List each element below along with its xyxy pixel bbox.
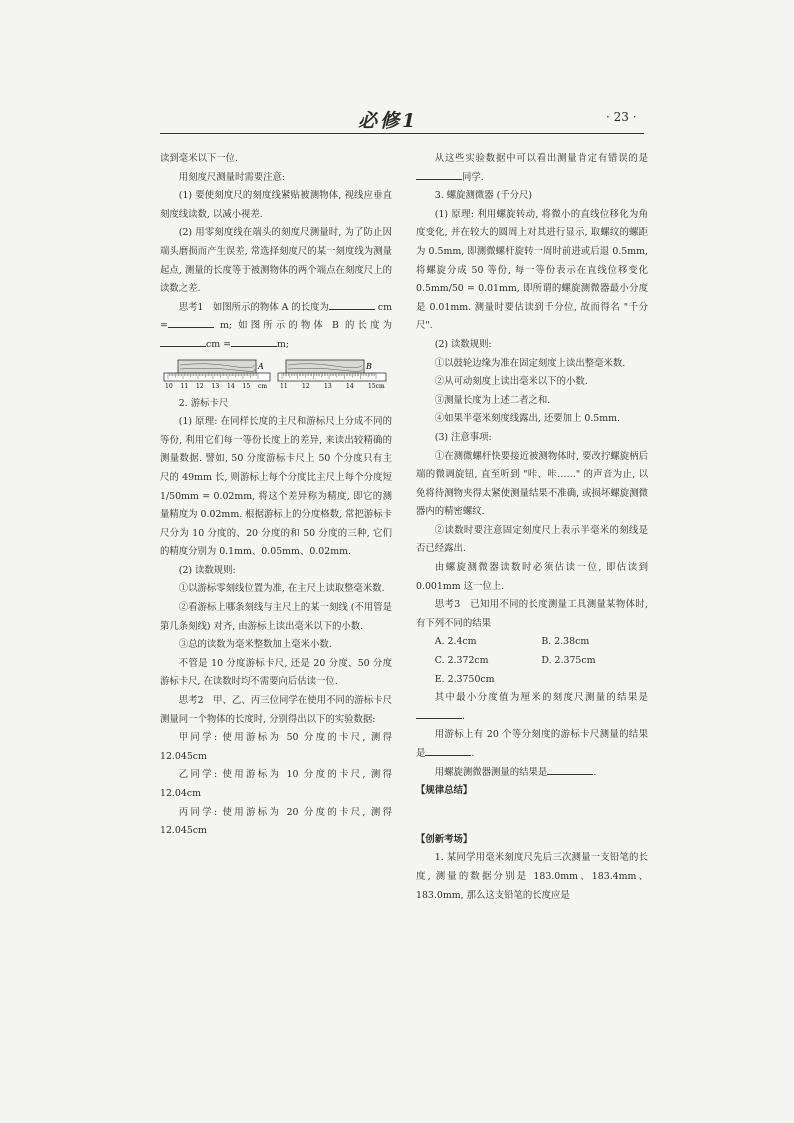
ruler-tick-label: 12: [196, 382, 204, 390]
paragraph: (2) 读数规则:: [434, 338, 492, 350]
rule-item: ②看游标上哪条刻线与主尺上的某一刻线 (不用管是第几条刻线) 对齐, 由游标上读出毫米以下的小数.: [160, 602, 392, 632]
right-column: [416, 150, 648, 905]
ruler-tick-label: 11: [180, 382, 189, 390]
answer-blank[interactable]: [168, 318, 214, 328]
option-e: E. 2.3750cm: [434, 673, 495, 685]
innovation-heading: 【创新考场】: [416, 833, 473, 845]
rule-item: ①以鼓轮边缘为准在固定刻度上读出整毫米数.: [434, 357, 626, 369]
paragraph: 不管是 10 分度游标卡尺, 还是 20 分度、50 分度游标卡尺, 在读数时均不需要向后估读一位.: [160, 657, 392, 688]
ruler-tick-label: 11: [280, 382, 288, 390]
paragraph: (1) 要使刻度尺的刻度线紧贴被测物体, 视线应垂直刻度线读数, 以减小视差.: [160, 190, 392, 220]
answer-blank[interactable]: [329, 300, 375, 310]
paragraph: (1) 原理: 在同样长度的主尺和游标尺上分成不同的等份, 利用它们每一等份长度上的差异, 来读出较精确的测量数据. 譬如, 50 分度游标卡尺上 50 个分度只有主尺的 49mm 长, 则游标上每个分度比主尺上每个分度短 1/50mm = 0.02mm, 将这个差异称为精度, 即它的测量精度为 0.02mm. 根据游标上的分度格数, 常把游标卡尺分为 10 分度的、20 分度的和 50 分度的三种, 它们的精度分别为 0.1mm、0.05mm、0.02mm.: [160, 416, 392, 558]
object-b-label: B: [366, 361, 372, 371]
header-divider: [160, 133, 644, 134]
option-d: D. 2.375cm: [541, 655, 596, 667]
note-item: ①在测微螺杆快要接近被测物体时, 要改拧螺旋柄后端的微调旋钮, 直至听到 "咔、咔……" 的声音为止, 以免将待测物夹得太紧使测量结果不准确, 或损坏螺旋测微器内的精密螺纹.: [416, 450, 648, 518]
paragraph: 从这些实验数据中可以看出测量肯定有错误的是同学.: [416, 150, 648, 187]
rule-item: ②从可动刻度上读出毫米以下的小数.: [434, 376, 588, 388]
think1-question: 思考1 如图所示的物体 A 的长度为 cm = m; 如图所示的物体 B 的长度为 cm = m;: [160, 301, 393, 350]
sub-question: 用游标上有 20 个等分刻度的游标卡尺测量的结果是 .: [416, 729, 648, 759]
answer-blank[interactable]: [416, 709, 462, 719]
ruler-tick-label: 15cm: [368, 382, 385, 390]
ruler-tick-label: 13: [211, 382, 220, 390]
ruler-tick-label: 10: [165, 382, 173, 390]
student-data-bing: 丙同学: 使用游标为 20 分度的卡尺, 测得 12.045cm: [160, 806, 392, 837]
paragraph: 用刻度尺测量时需要注意:: [178, 171, 286, 183]
sub-question: 用螺旋测微器测量的结果是 .: [434, 766, 597, 778]
rule-item: ③总的读数为毫米整数加上毫米小数.: [178, 639, 332, 651]
student-data-jia: 甲同学: 使用游标为 50 分度的卡尺, 测得 12.045cm: [160, 732, 392, 762]
exercise-1: 1. 某同学用毫米刻度尺先后三次测量一支铅笔的长度, 测量的数据分别是 183.0mm、183.4mm、183.0mm, 那么这支铅笔的长度应是: [416, 852, 648, 901]
answer-blank[interactable]: [425, 746, 471, 756]
section-title: 3. 螺旋测微器 (千分尺): [434, 190, 533, 202]
section-title: 2. 游标卡尺: [178, 397, 229, 409]
think2-question: 思考2 甲、乙、丙三位同学在使用不同的游标卡尺测量同一个物体的长度时, 分别得出以下的实验数据:: [160, 695, 392, 725]
ruler-tick-label: 14: [346, 382, 354, 390]
ruler-tick-label: 14: [227, 382, 235, 390]
note-item: ②读数时要注意固定刻度尺上表示半毫米的刻线是否已经露出.: [416, 524, 648, 555]
paragraph: (1) 原理: 利用螺旋转动, 将微小的直线位移化为角度变化, 并在较大的圆周上对其进行显示, 取螺纹的螺距为 0.5mm, 即测微螺杆旋转一周时前进或后退 0.5mm, 将螺旋分成 50 等份, 每一等份表示在直线位移变化 0.5mm/50 = 0.01mm, 即所谓的螺旋测微器最小分度是 0.01mm. 测量时要估读到千分位, 故而得名 "千分尺".: [416, 208, 648, 332]
answer-blank[interactable]: [416, 170, 462, 180]
ruler-tick-label: 12: [302, 382, 310, 390]
rule-item: ①以游标零刻线位置为准, 在主尺上读取整毫米数.: [178, 583, 385, 595]
paragraph: (2) 用零刻度线在端头的刻度尺测量时, 为了防止因端头磨损而产生误差, 常选择刻度尺的某一刻度线为测量起点, 测量的长度等于被测物体的两个端点在刻度尺上的读数之差.: [160, 227, 392, 295]
option-b: B. 2.38cm: [541, 636, 590, 648]
object-a-label: A: [258, 361, 264, 371]
answer-blank[interactable]: [160, 337, 206, 347]
paragraph: (2) 读数规则:: [178, 564, 236, 576]
page-header-title: 必修1: [358, 110, 419, 132]
rule-item: ④如果半毫米刻度线露出, 还要加上 0.5mm.: [434, 413, 621, 425]
paragraph: (3) 注意事项:: [434, 431, 492, 443]
option-a: A. 2.4cm: [434, 636, 477, 648]
page-number: · 23 ·: [606, 110, 637, 124]
answer-blank[interactable]: [231, 337, 277, 347]
ruler-illustration: [160, 357, 392, 391]
ruler-tick-label: 15: [242, 382, 251, 390]
answer-blank[interactable]: [547, 765, 593, 775]
student-data-yi: 乙同学: 使用游标为 10 分度的卡尺, 测得 12.04cm: [160, 769, 392, 799]
options-list: [416, 633, 648, 689]
blank-space: [416, 801, 648, 831]
rule-item: ③测量长度为上述二者之和.: [434, 394, 551, 406]
paragraph: 由螺旋测微器读数时必须估读一位, 即估读到 0.001mm 这一位上.: [416, 562, 648, 592]
ruler-figure: [160, 357, 392, 391]
ruler-tick-label: cm: [258, 382, 268, 390]
left-column: [160, 150, 392, 841]
paragraph: 读到毫米以下一位.: [160, 153, 238, 164]
rule-summary-heading: 【规律总结】: [416, 785, 473, 797]
ruler-tick-label: 13: [324, 382, 332, 390]
think3-question: 思考3 已知用不同的长度测量工具测量某物体时, 有下列不同的结果: [416, 599, 648, 629]
sub-question: 其中最小分度值为厘米的刻度尺测量的结果是.: [416, 689, 648, 726]
option-c: C. 2.372cm: [434, 655, 489, 667]
